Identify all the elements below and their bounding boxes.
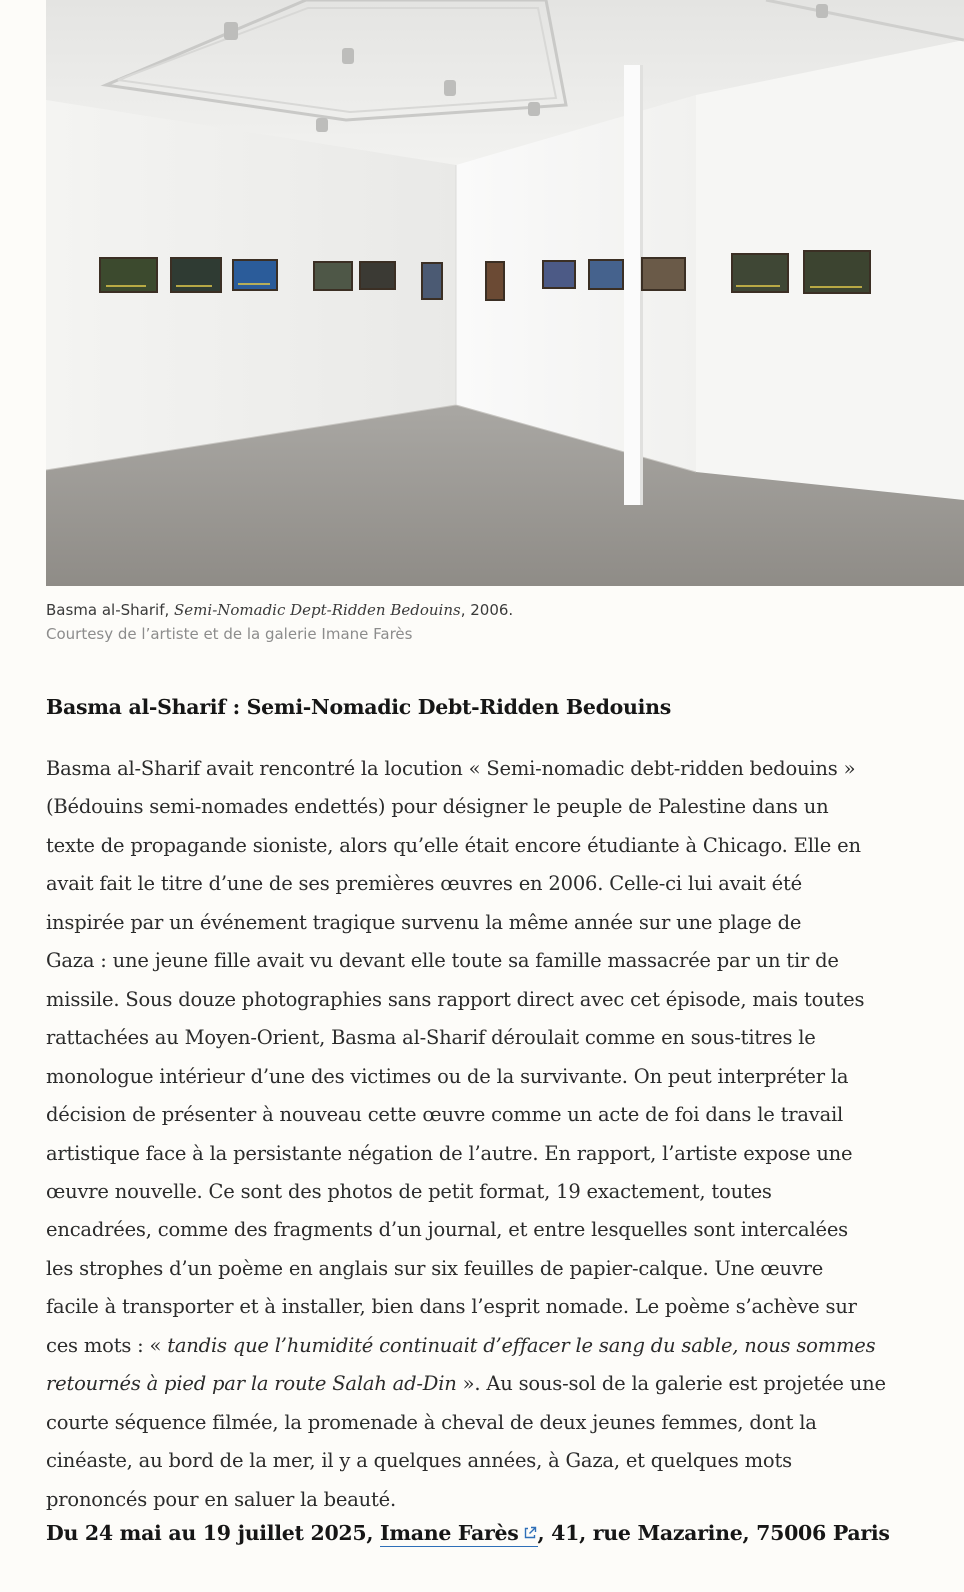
body-line: texte de propagande sioniste, alors qu’elle était encore étudiante à Chicago. Elle en	[46, 833, 861, 857]
exhibition-info	[46, 1518, 946, 1548]
body-line: courte séquence filmée, la promenade à cheval de deux jeunes femmes, dont la	[46, 1410, 817, 1434]
caption-artist: Basma al-Sharif,	[46, 601, 175, 619]
article-heading: Basma al-Sharif : Semi-Nomadic Debt-Ridden Bedouins	[46, 695, 671, 719]
body-line: cinéaste, au bord de la mer, il y a quelques années, à Gaza, et quelques mots	[46, 1449, 792, 1473]
gallery-photo	[46, 0, 964, 586]
body-line: missile. Sous douze photographies sans rapport direct avec cet épisode, mais toutes	[46, 987, 865, 1011]
body-line: rattachées au Moyen-Orient, Basma al-Sharif déroulait comme en sous-titres le	[46, 1026, 816, 1050]
body-line: avait fait le titre d’une de ses premières œuvres en 2006. Celle-ci lui avait été	[46, 872, 802, 896]
quote-intro: ces mots : «	[46, 1333, 168, 1357]
body-line: facile à transporter et à installer, bien dans l’esprit nomade. Le poème s’achève sur	[46, 1295, 857, 1319]
quote-end: ». Au sous-sol de la galerie est projetée une	[456, 1372, 886, 1396]
photo-caption	[46, 598, 926, 646]
exhibition-dates: Du 24 mai au 19 juillet 2025,	[46, 1521, 381, 1545]
gallery-link-label: Imane Farès	[380, 1521, 519, 1545]
caption-title-line	[46, 598, 926, 622]
body-line: monologue intérieur d’une des victimes ou de la survivante. On peut interpréter la	[46, 1064, 849, 1088]
external-link-icon	[522, 1525, 538, 1541]
body-line: œuvre nouvelle. Ce sont des photos de petit format, 19 exactement, toutes	[46, 1179, 772, 1203]
gallery-address: , 41, rue Mazarine, 75006 Paris	[537, 1521, 890, 1545]
body-line: prononcés pour en saluer la beauté.	[46, 1487, 396, 1511]
caption-credit: Courtesy de l’artiste et de la galerie Imane Farès	[46, 625, 413, 643]
body-line: encadrées, comme des fragments d’un journal, et entre lesquelles sont intercalées	[46, 1218, 848, 1242]
body-line: décision de présenter à nouveau cette œuvre comme un acte de foi dans le travail	[46, 1103, 844, 1127]
gallery-link[interactable]	[380, 1521, 537, 1547]
body-line: Gaza : une jeune fille avait vu devant elle toute sa famille massacrée par un tir de	[46, 949, 839, 973]
caption-work-title: Semi-Nomadic Dept-Ridden Bedouins	[174, 601, 461, 619]
poem-quote-part2: retournés à pied par la route Salah ad-Din	[46, 1372, 457, 1396]
caption-year: , 2006.	[460, 601, 514, 619]
poem-quote-part1: tandis que l’humidité continuait d’effacer le sang du sable, nous sommes	[167, 1333, 876, 1357]
body-line: (Bédouins semi-nomades endettés) pour désigner le peuple de Palestine dans un	[46, 795, 829, 819]
article-body	[46, 750, 961, 1519]
body-line: artistique face à la persistante négation de l’autre. En rapport, l’artiste expose une	[46, 1141, 853, 1165]
body-line: Basma al-Sharif avait rencontré la locution « Semi-nomadic debt-ridden bedouins »	[46, 757, 856, 780]
body-line: inspirée par un événement tragique survenu la même année sur une plage de	[46, 910, 802, 934]
body-line: les strophes d’un poème en anglais sur six feuilles de papier-calque. Une œuvre	[46, 1256, 824, 1280]
